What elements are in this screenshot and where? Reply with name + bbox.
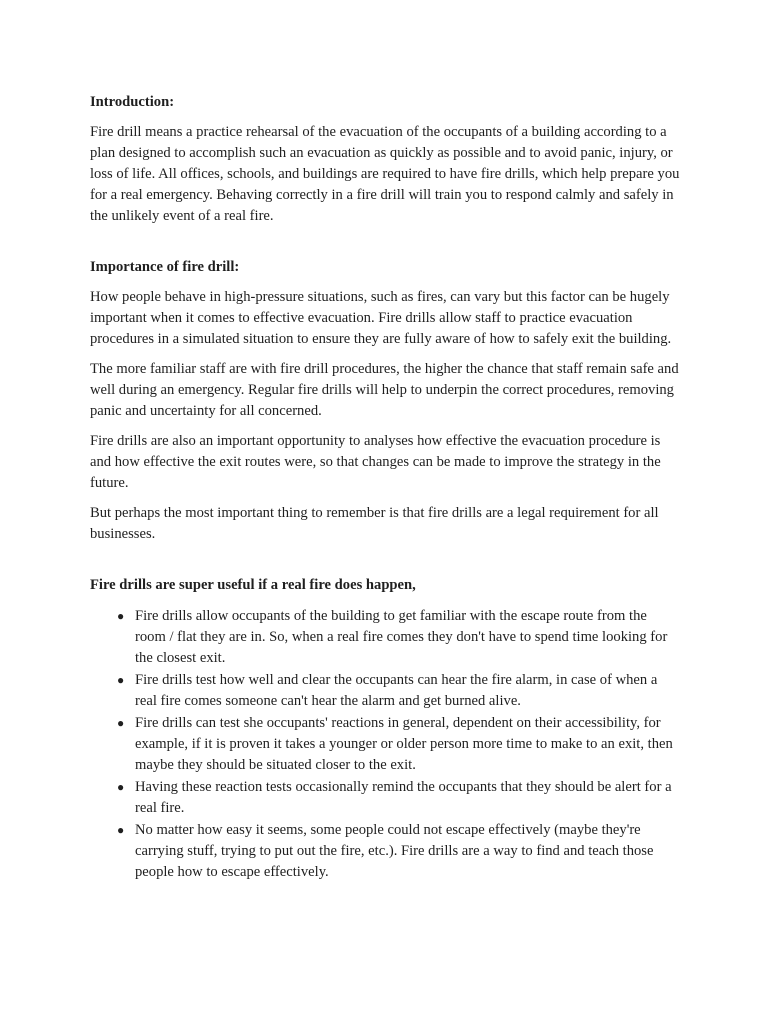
importance-paragraph-1: How people behave in high-pressure situations, such as fires, can vary but this factor can be hugely important when it comes to effective evacuation. Fire drills allow staff to practice evacuation procedures in a simulated situation to ensure they are fully aware of how to safely exit the building.	[90, 289, 672, 347]
bullet-icon: ●	[117, 673, 125, 687]
importance-paragraph-2: The more familiar staff are with fire drill procedures, the higher the chance that staff remain safe and well during an emergency. Regular fire drills will help to underpin the correct procedures, removing panic and uncertainty for all concerned.	[90, 361, 679, 419]
section-spacer	[90, 545, 680, 575]
list-item-text: Fire drills test how well and clear the occupants can hear the fire alarm, in case of when a real fire comes someone can't hear the alarm and get burned alive.	[135, 672, 658, 709]
list-item-text: No matter how easy it seems, some people could not escape effectively (maybe they're carrying stuff, trying to put out the fire, etc.). Fire drills are a way to find and teach those people how to escape effectively.	[135, 822, 654, 880]
useful-bullet-list	[90, 606, 680, 883]
useful-heading: Fire drills are super useful if a real fire does happen,	[90, 577, 416, 593]
importance-paragraph-4: But perhaps the most important thing to remember is that fire drills are a legal requirement for all businesses.	[90, 505, 659, 542]
bullet-icon: ●	[117, 609, 125, 623]
introduction-heading: Introduction:	[90, 94, 175, 110]
list-item	[117, 777, 680, 819]
list-item-text: Fire drills can test she occupants' reactions in general, dependent on their accessibility, for example, if it is proven it takes a younger or older person more time to make to an exit, then maybe they should be situated closer to the exit.	[135, 715, 673, 773]
list-item	[117, 713, 680, 776]
bullet-icon: ●	[117, 823, 125, 837]
importance-heading: Importance of fire drill:	[90, 259, 240, 275]
list-item-text: Fire drills allow occupants of the building to get familiar with the escape route from the room / flat they are in. So, when a real fire comes they don't have to spend time looking for the closest exit.	[135, 608, 668, 666]
section-spacer	[90, 227, 680, 257]
list-item	[117, 670, 680, 712]
document-page	[90, 92, 680, 884]
bullet-icon: ●	[117, 716, 125, 730]
bullet-icon: ●	[117, 780, 125, 794]
introduction-paragraph: Fire drill means a practice rehearsal of the evacuation of the occupants of a building according to a plan designed to accomplish such an evacuation as quickly as possible and to avoid panic, injury, or loss of life. All offices, schools, and buildings are required to have fire drills, which help prepare you for a real emergency. Behaving correctly in a fire drill will train you to respond calmly and safely in the unlikely event of a real fire.	[90, 124, 680, 224]
list-item-text: Having these reaction tests occasionally remind the occupants that they should be alert for a real fire.	[135, 779, 672, 816]
importance-paragraph-3: Fire drills are also an important opportunity to analyses how effective the evacuation procedure is and how effective the exit routes were, so that changes can be made to improve the strategy in the future.	[90, 433, 661, 491]
list-item	[117, 820, 680, 883]
list-item	[117, 606, 680, 669]
